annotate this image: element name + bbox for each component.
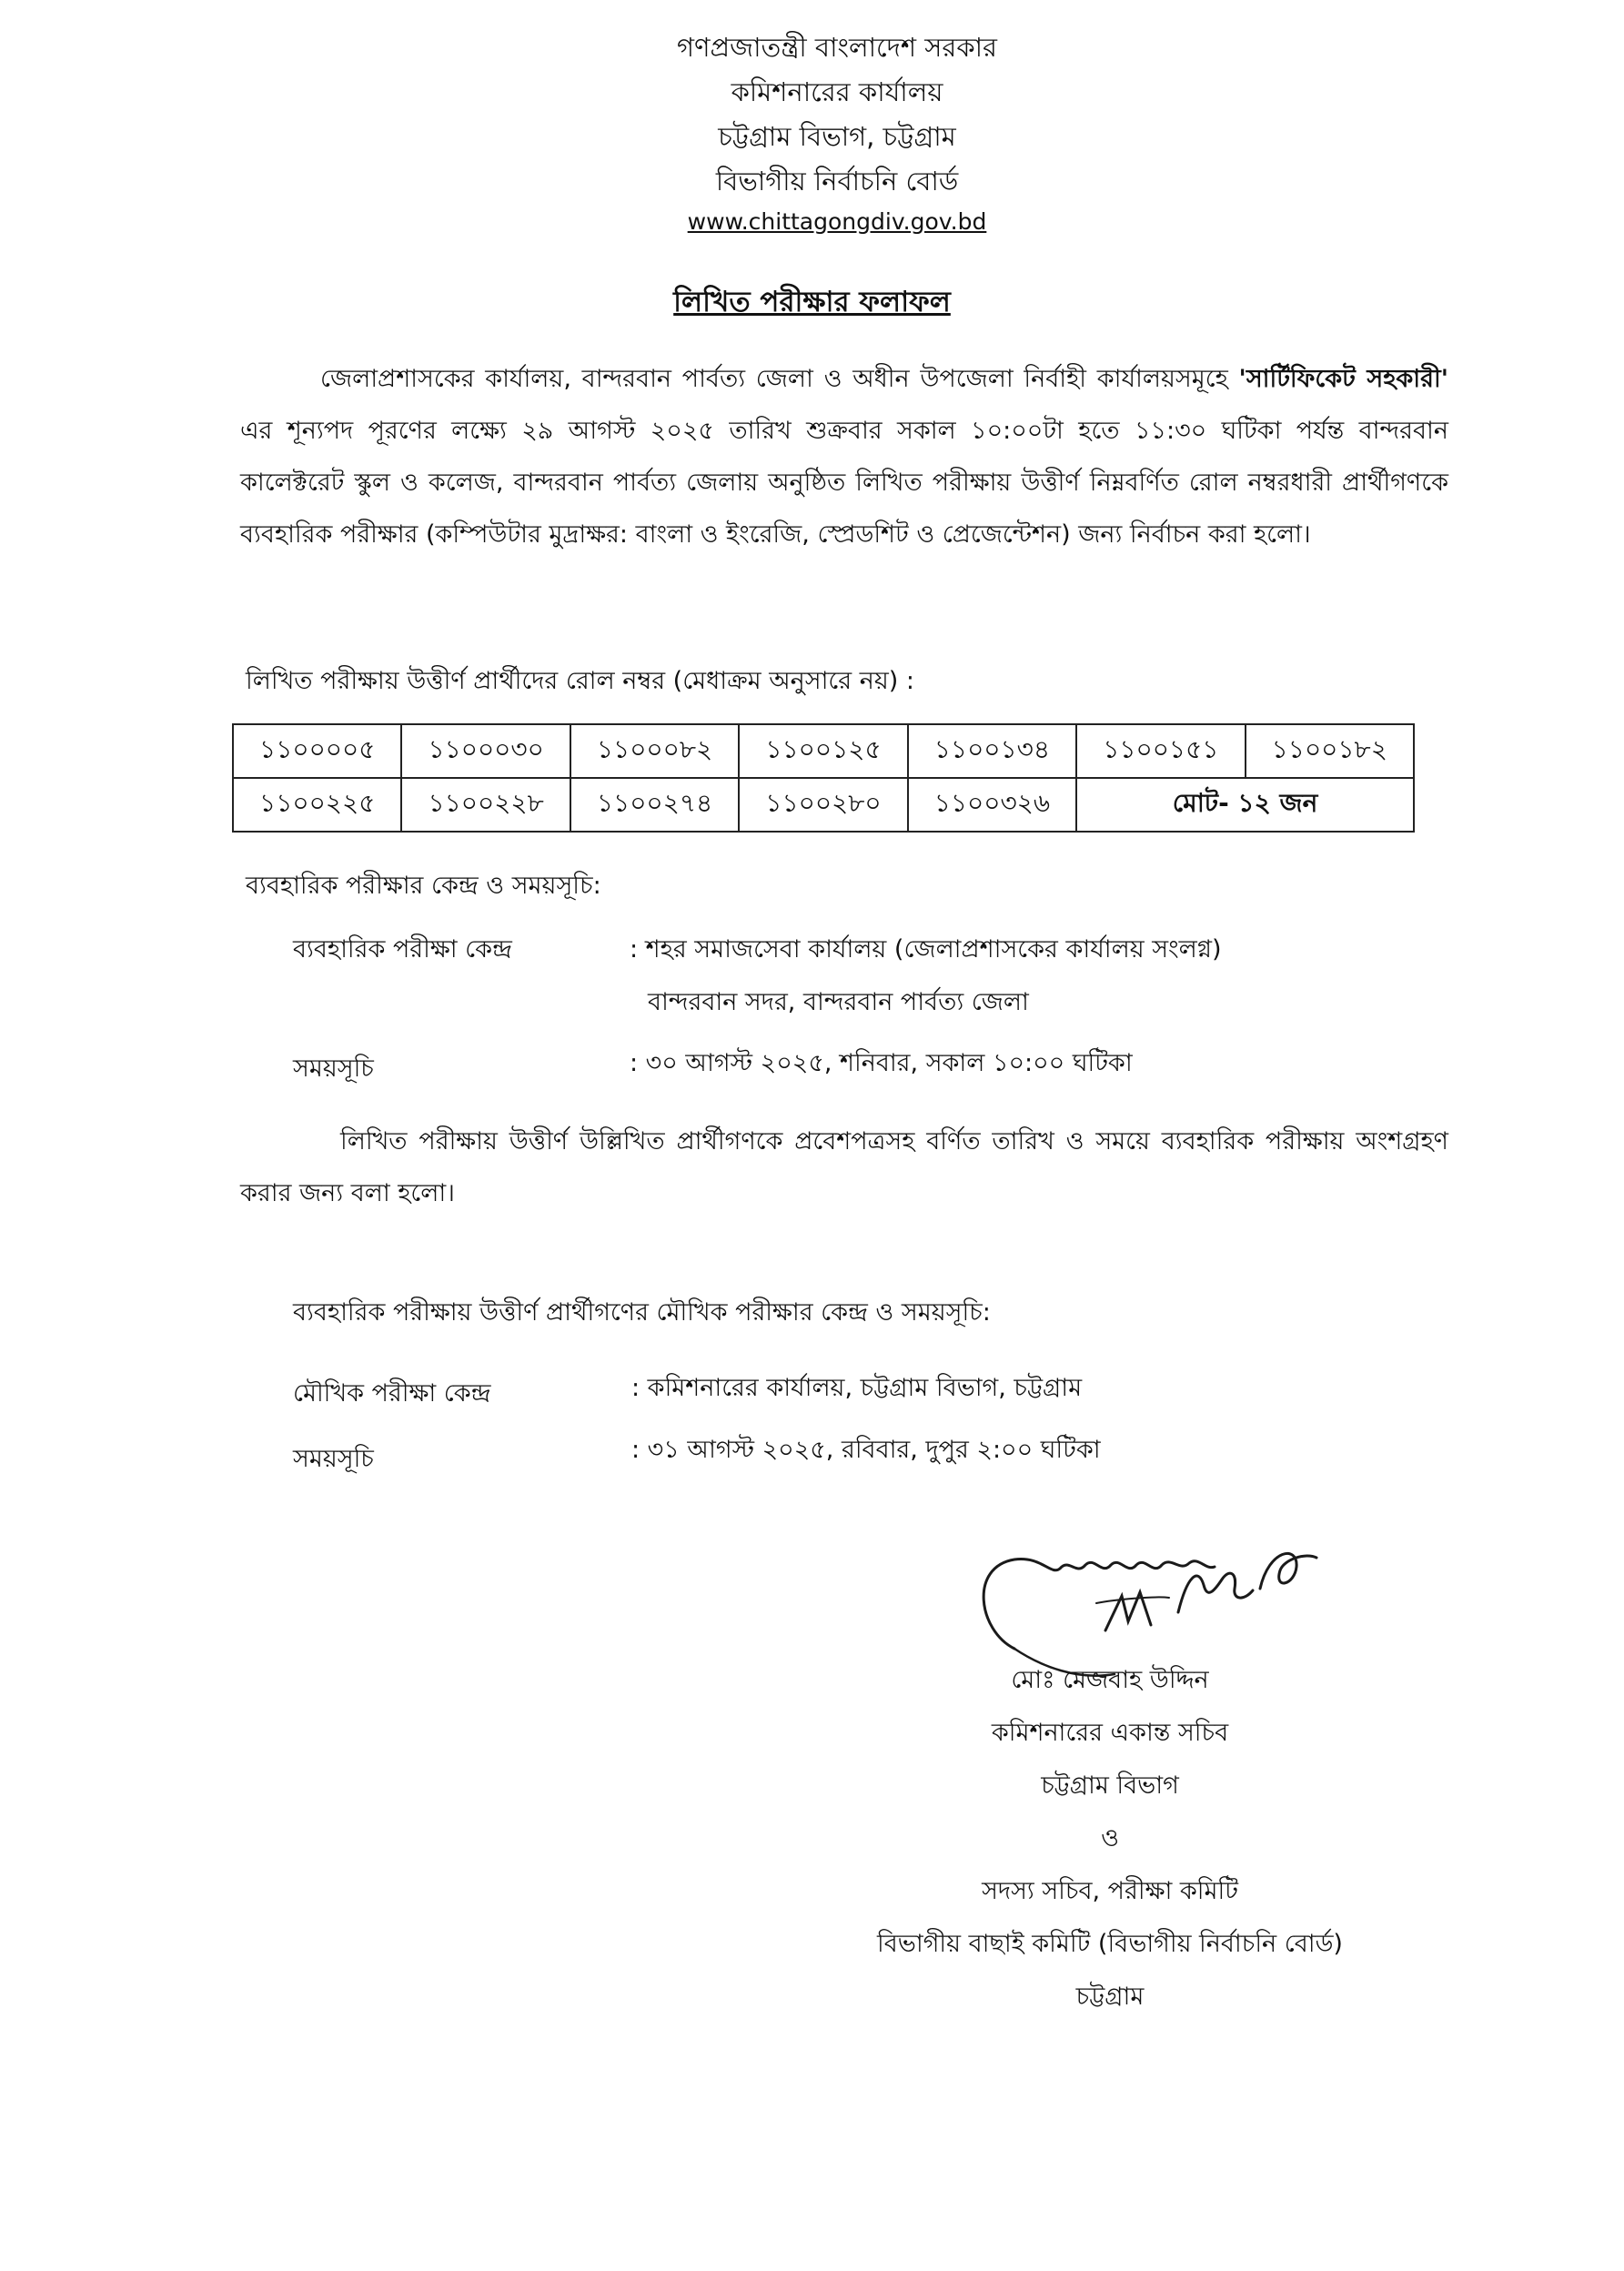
viva-schedule-label: সময়সূচি <box>293 1445 374 1473</box>
roll-cell: ১১০০২৮০ <box>739 778 907 832</box>
roll-cell: ১১০০১৮২ <box>1246 724 1414 778</box>
roll-cell: ১১০০১৩৪ <box>908 724 1076 778</box>
instruction-paragraph <box>240 1115 1448 1219</box>
table-row <box>233 778 1414 832</box>
roll-cell: ১১০০২২৫ <box>233 778 401 832</box>
practical-schedule-value: : ৩০ আগস্ট ২০২৫, শনিবার, সকাল ১০:০০ ঘটিকা <box>630 1049 1133 1077</box>
letterhead <box>564 25 1110 240</box>
viva-heading: ব্যবহারিক পরীক্ষায় উত্তীর্ণ প্রার্থীগণের মৌখিক পরীক্ষার কেন্দ্র ও সময়সূচি: <box>293 1298 991 1327</box>
total-count: মোট- ১২ জন <box>1076 778 1414 832</box>
header-board: বিভাগীয় নির্বাচনি বোর্ড <box>715 166 959 197</box>
roll-cell: ১১০০২৭৪ <box>570 778 739 832</box>
header-division: চট্টগ্রাম বিভাগ, চট্টগ্রাম <box>718 121 956 152</box>
practical-heading: ব্যবহারিক পরীক্ষার কেন্দ্র ও সময়সূচি: <box>246 872 601 900</box>
signatory-city: চট্টগ্রাম <box>1075 1983 1145 2011</box>
roll-cell: ১১০০১২৫ <box>739 724 907 778</box>
practical-center-line2: বান্দরবান সদর, বান্দরবান পার্বত্য জেলা <box>648 988 1029 1016</box>
roll-cell: ১১০০০০৫ <box>233 724 401 778</box>
header-office: কমিশনারের কার্যালয় <box>731 76 943 107</box>
signatory-designation: কমিশনারের একান্ত সচিব <box>991 1719 1229 1747</box>
header-website-link[interactable]: www.chittagongdiv.gov.bd <box>687 208 987 235</box>
roll-cell: ১১০০০৮২ <box>570 724 739 778</box>
roll-cell: ১১০০০৩০ <box>401 724 570 778</box>
roll-heading: লিখিত পরীক্ষায় উত্তীর্ণ প্রার্থীদের রোল নম্বর (মেধাক্রম অনুসারে নয়) : <box>246 667 914 695</box>
header-government: গণপ্রজাতন্ত্রী বাংলাদেশ সরকার <box>676 32 998 63</box>
viva-center-value: : কমিশনারের কার্যালয়, চট্টগ্রাম বিভাগ, চট্টগ্রাম <box>631 1374 1083 1402</box>
viva-center-label: মৌখিক পরীক্ষা কেন্দ্র <box>293 1379 491 1408</box>
signatory-committee: বিভাগীয় বাছাই কমিটি (বিভাগীয় নির্বাচনি বোর্ড) <box>877 1930 1343 1958</box>
signatory-office: চট্টগ্রাম বিভাগ <box>1041 1771 1179 1800</box>
intro-paragraph <box>240 353 1448 560</box>
practical-schedule-label: সময়সূচি <box>293 1055 374 1083</box>
roll-cell: ১১০০৩২৬ <box>908 778 1076 832</box>
viva-schedule-value: : ৩১ আগস্ট ২০২৫, রবিবার, দুপুর ২:০০ ঘটিকা <box>631 1436 1101 1464</box>
table-row <box>233 724 1414 778</box>
practical-center-label: ব্যবহারিক পরীক্ষা কেন্দ্র <box>293 935 512 964</box>
roll-number-table <box>232 723 1415 833</box>
signatory-conjunction: ও <box>1101 1824 1119 1852</box>
practical-center-value <box>630 924 1448 1029</box>
post-name: 'সার্টিফিকেট সহকারী' <box>1238 365 1448 393</box>
roll-cell: ১১০০২২৮ <box>401 778 570 832</box>
intro-text-2: এর শূন্যপদ পূরণের লক্ষ্যে ২৯ আগস্ট ২০২৫ তারিখ শুক্রবার সকাল ১০:০০টা হতে ১১:৩০ ঘটিকা পর্যন্ত বান্দরবান কালেক্টরেট স্কুল ও কলেজ, বান্দরবান পার্বত্য জেলায় অনুষ্ঠিত লিখিত পরীক্ষায় উত্তীর্ণ নিম্নবর্ণিত রোল নম্বরধারী প্রার্থীগণকে ব্যবহারিক পরীক্ষার (কম্পিউটার মুদ্রাক্ষর: বাংলা ও ইংরেজি, স্প্রেডশিট ও প্রেজেন্টেশন) জন্য নির্বাচন করা হলো। <box>240 417 1448 549</box>
roll-cell: ১১০০১৫১ <box>1076 724 1245 778</box>
signatory-block <box>782 1654 1437 2024</box>
signatory-role: সদস্য সচিব, পরীক্ষা কমিটি <box>982 1877 1238 1905</box>
instruction-text: লিখিত পরীক্ষায় উত্তীর্ণ উল্লিখিত প্রার্থীগণকে প্রবেশপত্রসহ বর্ণিত তারিখ ও সময়ে ব্যবহারিক পরীক্ষায় অংশগ্রহণ করার জন্য বলা হলো। <box>240 1127 1448 1207</box>
intro-text-1: জেলাপ্রশাসকের কার্যালয়, বান্দরবান পার্বত্য জেলা ও অধীন উপজেলা নির্বাহী কার্যালয়সমূহে <box>320 365 1228 393</box>
document-title: লিখিত পরীক্ষার ফলাফল <box>673 286 951 318</box>
practical-center-line1: : শহর সমাজসেবা কার্যালয় (জেলাপ্রশাসকের কার্যালয় সংলগ্ন) <box>630 935 1222 964</box>
signatory-name: মোঃ মেজবাহ উদ্দিন <box>1011 1666 1209 1694</box>
practical-center-row <box>293 924 1439 1033</box>
